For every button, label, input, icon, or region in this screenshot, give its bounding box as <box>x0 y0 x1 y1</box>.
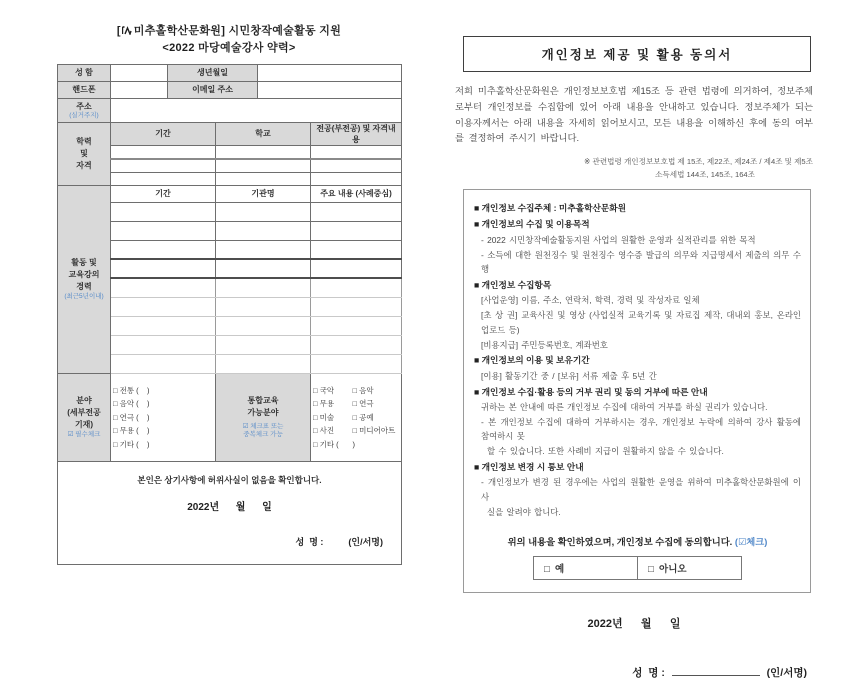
section-head: ■ 개인정보의 수집 및 이용목적 <box>474 219 590 230</box>
field-option-checkbox[interactable]: □ 무용 ( ) <box>113 426 150 436</box>
section-line: - 2022 시민창작예술활동지원 사업의 원활한 운영과 실적관리를 위한 목적 <box>481 234 756 245</box>
edu-row-field[interactable] <box>216 159 311 173</box>
form-title-line1 <box>57 24 401 41</box>
section-line: [초 상 권] 교육사진 및 영상 (사업실적 교육기록 및 자료집 제작, 대내외 홍보, 온라인업로드 등) <box>481 310 801 335</box>
integrated-note-line1: ☑ 체크표 또는 <box>242 422 284 430</box>
section-line: - 개인정보가 변경 된 경우에는 사업의 원활한 운영을 위하여 미추홀학산문화원에 이 사 <box>481 477 801 503</box>
edu-row-field[interactable] <box>311 172 402 185</box>
section-line: 귀하는 본 안내에 따른 개인정보 수집에 대하여 거부를 하실 권리가 있습니다. <box>481 402 768 413</box>
hsac-logo-icon <box>122 25 133 41</box>
career-header-org: 기관명 <box>216 185 311 202</box>
email-field[interactable] <box>258 81 402 98</box>
section-line: - 소득에 대한 원천징수 및 원천징수 영수증 발급의 의무와 지급명세서 제출의 의무 수행 <box>481 249 801 275</box>
field-required-note: ☑ 필수체크 <box>67 431 101 439</box>
title-subject: 시민창작예술활동 지원 <box>225 25 342 37</box>
career-section-label: 활동 및 교육강의 경력 (최근5년이내) <box>58 185 111 373</box>
date-line: 2022년 월 일 <box>187 501 272 513</box>
genre-checkbox[interactable]: □ 연극 <box>352 399 374 409</box>
section-line: 실을 알려야 합니다. <box>487 506 561 517</box>
law-reference-note <box>455 156 813 180</box>
career-row-field[interactable] <box>311 316 402 335</box>
edu-header-school: 학교 <box>216 122 311 145</box>
section-line: [비용지급] 주민등록번호, 계좌번호 <box>481 339 608 350</box>
phone-field[interactable] <box>111 81 168 98</box>
genre-checkbox[interactable]: ) <box>352 439 356 449</box>
career-row-field[interactable] <box>216 316 311 335</box>
field-options-cell <box>111 373 216 461</box>
career-row-field[interactable] <box>311 278 402 297</box>
career-row-field[interactable] <box>311 335 402 354</box>
career-row-field[interactable] <box>311 354 402 373</box>
edu-row-field[interactable] <box>216 145 311 159</box>
law-note-line2: 소득세법 144조, 145조, 164조 <box>655 169 755 179</box>
career-row-field[interactable] <box>216 259 311 278</box>
field-option-checkbox[interactable]: □ 전통 ( ) <box>113 385 150 395</box>
edu-row-field[interactable] <box>111 159 216 173</box>
signature-line <box>62 525 397 558</box>
edu-header-major: 전공(부전공) 및 자격내용 <box>311 122 402 145</box>
birth-label: 생년월일 <box>168 64 258 81</box>
career-header-period: 기간 <box>111 185 216 202</box>
address-label: 주소 (실거주지) <box>58 98 111 122</box>
section-line: [이용] 활동기간 중 / [보유] 서류 제출 후 5년 간 <box>481 370 657 381</box>
career-row-field[interactable] <box>216 221 311 240</box>
field-option-checkbox[interactable]: □ 연극 ( ) <box>113 412 150 422</box>
law-note-line1: ※ 관련법령 개인정보보호법 제 15조, 제22조, 제24조 / 제4조 및 제5조 <box>584 157 813 167</box>
email-label: 이메일 주소 <box>168 81 258 98</box>
career-row-field[interactable] <box>216 278 311 297</box>
identity-table <box>57 64 402 123</box>
section-line: 할 수 있습니다. 또한 사례비 지급이 원활하지 않을 수 있습니다. <box>487 446 724 457</box>
edu-row-field[interactable] <box>311 145 402 159</box>
consent-intro: 저희 미추홀학산문화원은 개인정보보호법 제15조 등 관련 법령에 의거하여, 정보주체로부터 개인정보를 수집함에 있어 아래 내용을 안내하고 있습니다. 정보주체가 되는 이용자께서는 아래 내용을 자세히 읽어보시고, 모든 내용을 이해하신 후에 동의 여부를 결정하여 주시기 바랍니다. <box>455 86 813 144</box>
edu-header-period: 기간 <box>111 122 216 145</box>
consent-signature-label: 성 명 : <box>632 666 668 679</box>
education-section-label: 학력 및 자격 <box>58 122 111 185</box>
career-row-field[interactable] <box>111 316 216 335</box>
section-head: ■ 개인정보 변경 시 통보 안내 <box>474 461 584 472</box>
genre-checkbox[interactable]: □ 무용 <box>313 399 335 409</box>
form-title-line2: <2022 마당예술강사 약력> <box>162 41 296 54</box>
field-section-label: 분야 (세부전공 기재) ☑ 필수체크 <box>58 373 111 461</box>
genre-checkbox[interactable]: □ 미술 <box>313 412 335 422</box>
birth-field[interactable] <box>258 64 402 81</box>
confirmation-statement: 본인은 상기사항에 허위사실이 없음을 확인합니다. <box>137 474 322 485</box>
form-title <box>57 24 401 57</box>
consent-details-box <box>463 189 811 593</box>
career-row-field[interactable] <box>216 202 311 221</box>
edu-row-field[interactable] <box>111 172 216 185</box>
signature-suffix: (인/서명) <box>348 536 383 547</box>
career-row-field[interactable] <box>216 297 311 316</box>
career-row-field[interactable] <box>311 297 402 316</box>
field-option-checkbox[interactable]: □ 기타 ( ) <box>113 439 150 449</box>
consent-yes-checkbox[interactable]: □ 예 <box>534 556 638 579</box>
check-instruction: (☑체크) <box>734 536 768 547</box>
career-header-content: 주요 내용 (사례중심) <box>311 185 402 202</box>
genre-checkbox[interactable]: □ 공예 <box>352 412 374 422</box>
genre-checkbox[interactable]: □ 기타 ( <box>313 439 339 449</box>
career-row-field[interactable] <box>216 335 311 354</box>
title-bracket: [ <box>116 25 121 37</box>
address-field[interactable] <box>111 98 402 122</box>
career-row-field[interactable] <box>111 259 216 278</box>
history-table <box>57 122 402 565</box>
genre-checkbox[interactable]: □ 국악 <box>313 385 335 395</box>
signature-blank-field[interactable] <box>672 665 760 676</box>
career-row-field[interactable] <box>111 202 216 221</box>
consent-signature-suffix: (인/서명) <box>763 666 807 679</box>
name-field[interactable] <box>111 64 168 81</box>
section-line: - 본 개인정보 수집에 대하여 거부하시는 경우, 개인정보 누락에 의하여 강사 활동에 참여하시 못 <box>481 416 801 442</box>
consent-signature-line <box>455 653 813 692</box>
integrated-edu-label: 통합교육 가능분야 ☑ 체크표 또는 중복체크 가능 <box>216 373 311 461</box>
consent-date-line: 2022년 월 일 <box>587 617 681 630</box>
consent-no-checkbox[interactable]: □ 아니오 <box>638 556 742 579</box>
address-note: (실거주지) <box>69 111 99 119</box>
genre-options-cell <box>311 373 402 461</box>
application-form-page <box>57 24 401 565</box>
section-head: ■ 개인정보 수집주체 : 미추홀학산문화원 <box>474 202 627 213</box>
section-head: ■ 개인정보의 이용 및 보유기간 <box>474 355 590 366</box>
career-row-field[interactable] <box>216 240 311 259</box>
career-row-field[interactable] <box>311 240 402 259</box>
edu-row-field[interactable] <box>216 172 311 185</box>
confirmation-cell <box>58 461 402 564</box>
phone-label: 핸드폰 <box>58 81 111 98</box>
name-label: 성 함 <box>58 64 111 81</box>
consent-title: 개인정보 제공 및 활용 동의서 <box>463 36 811 72</box>
career-row-field[interactable] <box>111 221 216 240</box>
career-row-field[interactable] <box>311 202 402 221</box>
edu-row-field[interactable] <box>111 145 216 159</box>
signature-label: 성 명 : <box>295 536 349 547</box>
genre-checkbox[interactable]: □ 사진 <box>313 426 335 436</box>
genre-checkbox[interactable]: □ 미디어아트 <box>352 426 396 436</box>
yes-no-table <box>533 556 742 580</box>
career-row-field[interactable] <box>311 221 402 240</box>
privacy-consent-page <box>455 36 813 692</box>
field-option-checkbox[interactable]: □ 음악 ( ) <box>113 399 150 409</box>
edu-row-field[interactable] <box>311 159 402 173</box>
section-head: ■ 개인정보 수집·활용 등의 거부 권리 및 동의 거부에 따른 안내 <box>474 386 708 397</box>
section-line: [사업운영] 이름, 주소, 연락처, 학력, 경력 및 작성자료 일체 <box>481 295 700 306</box>
career-row-field[interactable] <box>111 335 216 354</box>
title-org-name: 미추홀학산문화원] <box>133 25 226 37</box>
career-row-field[interactable] <box>311 259 402 278</box>
consent-agreement-line: 위의 내용을 확인하였으며, 개인정보 수집에 동의합니다. (☑체크) <box>507 536 768 547</box>
career-row-field[interactable] <box>111 297 216 316</box>
career-row-field[interactable] <box>111 278 216 297</box>
genre-checkbox[interactable]: □ 음악 <box>352 385 374 395</box>
section-head: ■ 개인정보 수집항목 <box>474 279 552 290</box>
career-note: (최근5년이내) <box>64 293 104 301</box>
career-row-field[interactable] <box>111 354 216 373</box>
integrated-note-line2: 중복체크 가능 <box>243 431 283 439</box>
career-row-field[interactable] <box>111 240 216 259</box>
career-row-field[interactable] <box>216 354 311 373</box>
